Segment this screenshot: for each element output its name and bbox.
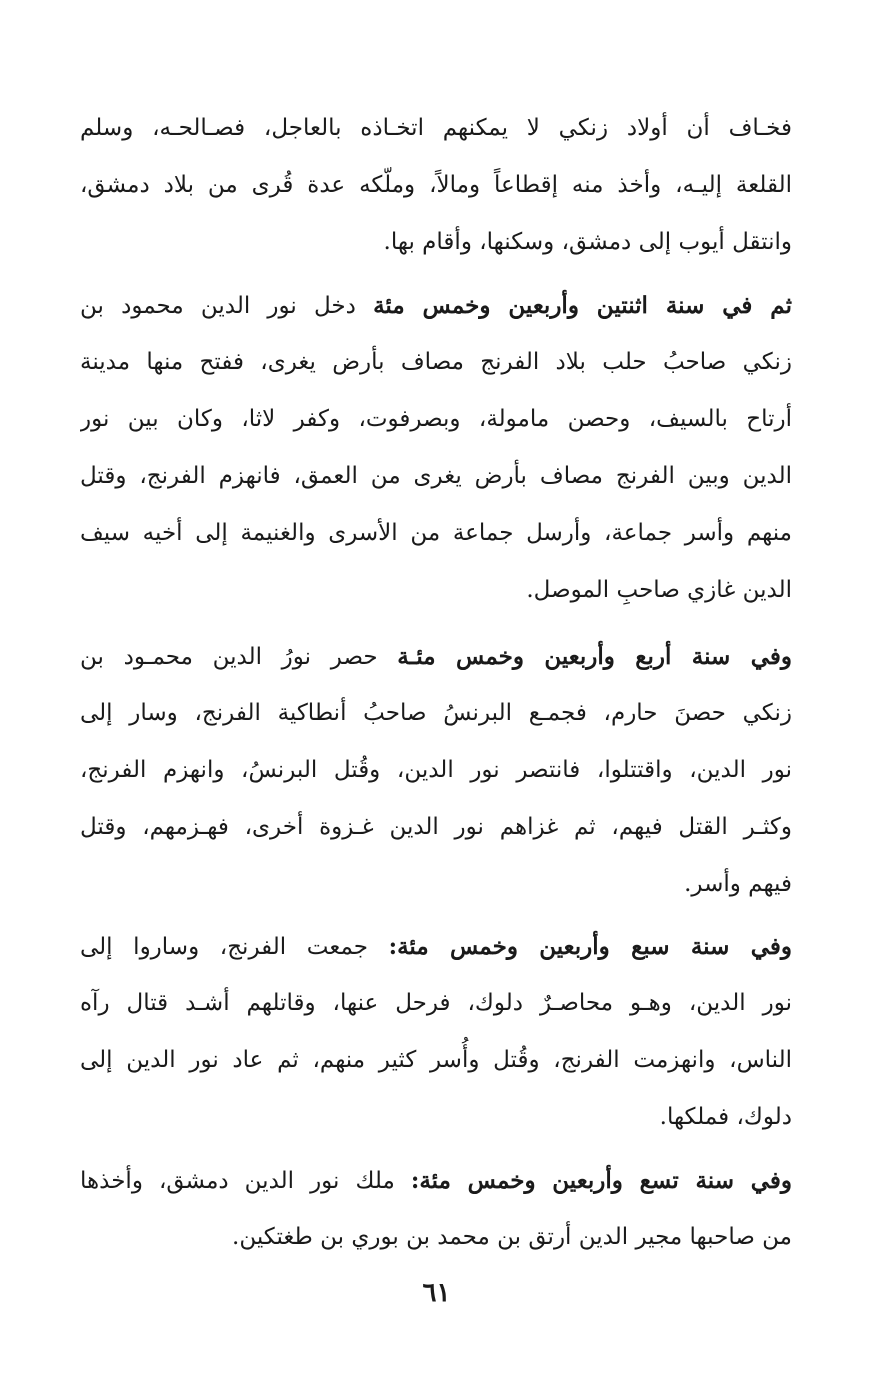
text-line: أرتاح بالسيف، وحصن مامولة، وبصرفوت، وكفر لاثا، وكان بين نور <box>80 406 792 432</box>
text-line: من صاحبها مجير الدين أرتق بن محمد بن بوري بن طغتكين. <box>232 1224 792 1250</box>
text-line: وكثـر القتل فيهم، ثم غزاهم نور الدين غـزوة أخرى، فهـزمهم، وقتل <box>80 814 792 840</box>
paragraph-5 <box>80 1152 792 1266</box>
text-line: منهم وأسر جماعة، وأرسل جماعة من الأسرى والغنيمة إلى أخيه سيف <box>80 520 792 546</box>
year-heading: وفي سنة تسع وأربعين وخمس مئة: <box>410 1167 792 1194</box>
paragraph-3 <box>80 628 792 913</box>
text-line: زنكي صاحبُ حلب بلاد الفرنج مصاف بأرض يغرى، ففتح منها مدينة <box>80 349 792 375</box>
text-line <box>80 628 792 685</box>
paragraph-1 <box>80 100 792 271</box>
page-number: ٦١ <box>422 1278 451 1308</box>
text-line <box>80 918 792 975</box>
text-line: نور الدين، واقتتلوا، فانتصر نور الدين، وقُتل البرنسُ، وانهزم الفرنج، <box>80 757 792 783</box>
text-line: دلوك، فملكها. <box>659 1104 792 1130</box>
text-line: نور الدين، وهـو محاصـرٌ دلوك، فرحل عنها، وقاتلهم أشـد قتال رآه <box>80 990 792 1016</box>
text-segment: دخل نور الدين محمود بن <box>80 293 374 319</box>
text-line: زنكي حصنَ حارم، فجمـع البرنسُ صاحبُ أنطاكية الفرنج، وسار إلى <box>80 700 792 726</box>
text-line: فخـاف أن أولاد زنكي لا يمكنهم اتخـاذه بالعاجل، فصـالحـه، وسلم <box>80 115 792 141</box>
year-heading: وفي سنة سبع وأربعين وخمس مئة: <box>388 933 792 960</box>
text-segment: جمعت الفرنج، وساروا إلى <box>80 934 389 960</box>
text-segment: ملك نور الدين دمشق، وأخذها <box>80 1168 411 1194</box>
text-line: فيهم وأسر. <box>684 871 792 897</box>
text-line <box>80 277 792 334</box>
text-segment: حصر نورُ الدين محمـود بن <box>80 644 398 670</box>
text-line: الناس، وانهزمت الفرنج، وقُتل وأُسر كثير منهم، ثم عاد نور الدين إلى <box>80 1047 792 1073</box>
text-line: الدين وبين الفرنج مصاف بأرض يغرى من العمق، فانهزم الفرنج، وقتل <box>80 463 792 489</box>
year-heading: ثم في سنة اثنتين وأربعين وخمس مئة <box>373 292 792 319</box>
text-line: القلعة إليـه، وأخذ منه إقطاعاً ومالاً، وملّكه عدة قُرى من بلاد دمشق، <box>80 172 792 198</box>
paragraph-2 <box>80 277 792 619</box>
paragraph-4 <box>80 918 792 1146</box>
text-line <box>80 1152 792 1209</box>
text-line: الدين غازي صاحبِ الموصل. <box>526 577 792 603</box>
year-heading: وفي سنة أربع وأربعين وخمس مئـة <box>397 643 792 670</box>
text-line: وانتقل أيوب إلى دمشق، وسكنها، وأقام بها. <box>383 229 792 255</box>
